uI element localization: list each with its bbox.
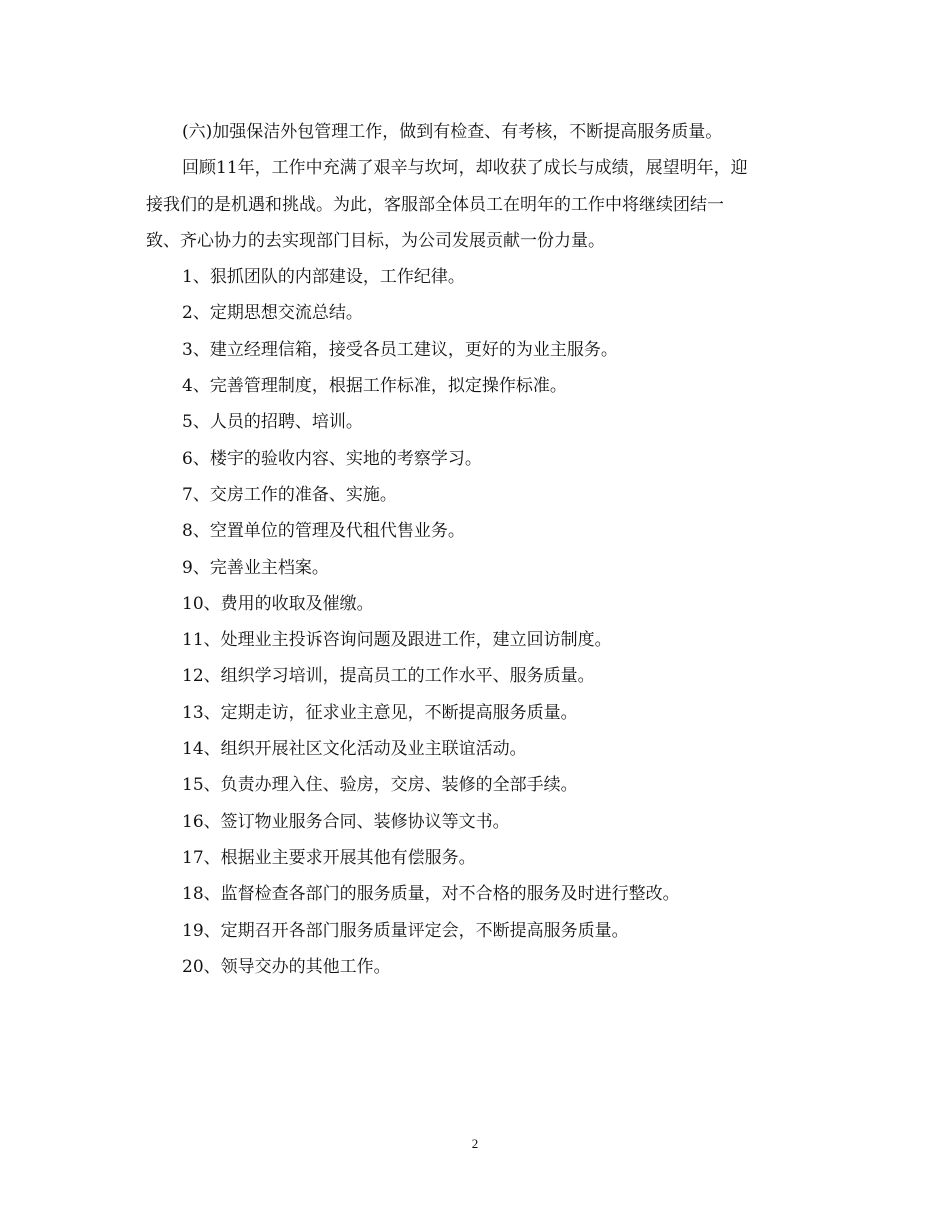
list-item: 10、费用的收取及催缴。 <box>182 593 374 614</box>
list-item: 20、领导交办的其他工作。 <box>182 956 391 977</box>
paragraph-cleaning-outsourcing: (六)加强保洁外包管理工作，做到有检查、有考核，不断提高服务质量。 <box>182 122 723 142</box>
list-item: 1、狠抓团队的内部建设，工作纪律。 <box>182 267 465 288</box>
page-number: 2 <box>471 1136 479 1151</box>
paragraph-line: 回顾11年，工作中充满了艰辛与坎坷，却收获了成长与成绩，展望明年，迎 <box>182 158 748 179</box>
paragraph-review <box>146 150 811 259</box>
list-item: 15、负责办理入住、验房，交房、装修的全部手续。 <box>182 775 578 796</box>
document-body <box>146 114 811 985</box>
paragraph-line: 接我们的是机遇和挑战。为此，客服部全体员工在明年的工作中将继续团结一 <box>146 194 724 215</box>
list-item: 6、楼宇的验收内容、实地的考察学习。 <box>182 448 482 469</box>
list-item: 11、处理业主投诉咨询问题及跟进工作，建立回访制度。 <box>182 630 612 651</box>
list-item: 4、完善管理制度，根据工作标准，拟定操作标准。 <box>182 376 567 397</box>
list-item: 14、组织开展社区文化活动及业主联谊活动。 <box>182 739 527 760</box>
list-item: 16、签订物业服务合同、装修协议等文书。 <box>182 811 510 832</box>
task-list <box>146 259 811 985</box>
list-item: 18、监督检查各部门的服务质量，对不合格的服务及时进行整改。 <box>182 884 680 905</box>
list-item: 2、定期思想交流总结。 <box>182 303 363 324</box>
list-item: 9、完善业主档案。 <box>182 557 329 578</box>
list-item: 5、人员的招聘、培训。 <box>182 412 363 433</box>
list-item: 8、空置单位的管理及代租代售业务。 <box>182 521 465 542</box>
list-item: 12、组织学习培训，提高员工的工作水平、服务质量。 <box>182 666 595 687</box>
list-item: 19、定期召开各部门服务质量评定会，不断提高服务质量。 <box>182 920 629 941</box>
list-item: 3、建立经理信箱，接受各员工建议，更好的为业主服务。 <box>182 339 618 360</box>
list-item: 7、交房工作的准备、实施。 <box>182 484 397 505</box>
paragraph-line: 致、齐心协力的去实现部门目标，为公司发展贡献一份力量。 <box>146 230 605 251</box>
list-item: 13、定期走访，征求业主意见，不断提高服务质量。 <box>182 702 578 723</box>
list-item: 17、根据业主要求开展其他有偿服务。 <box>182 847 476 868</box>
